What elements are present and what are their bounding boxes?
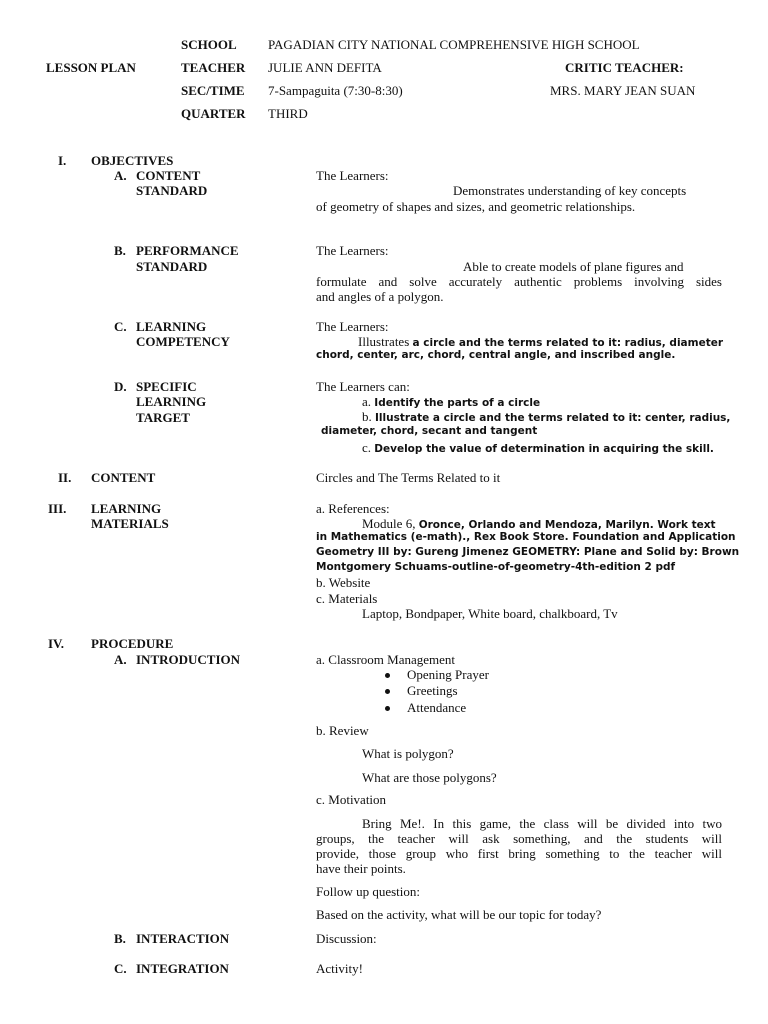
list-item [407, 700, 466, 716]
target-b-text-2: diameter, chord, secant and tangent [321, 425, 538, 437]
target-c-text: Develop the value of determination in acquiring the skill. [374, 443, 714, 455]
item-letter: B. [114, 931, 126, 946]
section-numeral: II. [58, 470, 72, 485]
content-standard-heading: CONTENT [136, 168, 201, 183]
integration-heading: INTEGRATION [136, 961, 229, 976]
target-b-text: Illustrate a circle and the terms related to it: center, radius, [375, 412, 731, 424]
interaction-value: Discussion: [316, 931, 377, 946]
bullet-text: Greetings [407, 683, 458, 698]
item-letter: A. [114, 652, 127, 667]
performance-standard-heading-2: STANDARD [136, 259, 208, 274]
motivation-text: Bring Me!. In this game, the class will be divided into two [362, 816, 722, 831]
learning-competency-heading-2: COMPETENCY [136, 334, 230, 349]
reference-line-2: in Mathematics (e-math)., Rex Book Store. Foundation and Application [316, 531, 736, 543]
references-label: a. References: [316, 501, 390, 516]
learning-competency-verb: Illustrates [358, 334, 410, 349]
target-a-text: Identify the parts of a circle [374, 397, 541, 409]
lesson-plan-title: LESSON PLAN [46, 60, 136, 75]
performance-standard-heading: PERFORMANCE [136, 243, 239, 258]
target-c [362, 440, 714, 458]
teacher-value: JULIE ANN DEFITA [268, 60, 382, 75]
materials-value: Laptop, Bondpaper, White board, chalkboard, Tv [362, 606, 618, 621]
website-label: b. Website [316, 575, 371, 590]
item-letter: C. [114, 961, 127, 976]
learners-intro: The Learners: [316, 243, 389, 258]
item-letter: B. [114, 243, 126, 258]
school-label: SCHOOL [181, 37, 237, 52]
target-c-letter: c. [362, 440, 372, 455]
content-value: Circles and The Terms Related to it [316, 470, 501, 485]
learning-materials-heading: LEARNING [91, 501, 162, 516]
learners-can-intro: The Learners can: [316, 379, 410, 394]
content-standard-text-2: of geometry of shapes and sizes, and geometric relationships. [316, 199, 636, 214]
target-b-letter: b. [362, 409, 372, 424]
review-question: What is polygon? [362, 746, 454, 761]
list-item [407, 683, 458, 699]
list-item [407, 667, 489, 683]
integration-value: Activity! [316, 961, 363, 976]
item-letter: D. [114, 379, 127, 394]
critic-teacher-value: MRS. MARY JEAN SUAN [550, 83, 696, 98]
introduction-heading: INTRODUCTION [136, 652, 241, 667]
bullet-icon [385, 673, 390, 678]
classroom-management-label: a. Classroom Management [316, 652, 455, 667]
learning-competency-text-bold: a circle and the terms related to it: radius, diameter [412, 337, 724, 349]
quarter-value: THIRD [268, 106, 308, 121]
reference-text: Oronce, Orlando and Mendoza, Marilyn. Work text [418, 519, 716, 531]
teacher-label: TEACHER [181, 60, 246, 75]
procedure-heading: PROCEDURE [91, 636, 174, 651]
follow-up-label: Follow up question: [316, 884, 421, 899]
learners-intro: The Learners: [316, 319, 389, 334]
section-numeral: III. [48, 501, 67, 516]
performance-standard-text-3: and angles of a polygon. [316, 289, 444, 304]
target-a-letter: a. [362, 394, 372, 409]
item-letter: C. [114, 319, 127, 334]
sectime-label: SEC/TIME [181, 83, 245, 98]
motivation-text-4: have their points. [316, 861, 406, 876]
materials-label: c. Materials [316, 591, 378, 606]
bullet-icon [385, 689, 390, 694]
reference-module: Module 6, [362, 516, 416, 531]
content-heading: CONTENT [91, 470, 156, 485]
sectime-value: 7-Sampaguita (7:30-8:30) [268, 83, 403, 98]
learning-competency-text-2: chord, center, arc, chord, central angle, and inscribed angle. [316, 349, 676, 361]
quarter-label: QUARTER [181, 106, 246, 121]
specific-target-heading: SPECIFIC [136, 379, 197, 394]
school-value: PAGADIAN CITY NATIONAL COMPREHENSIVE HIGH SCHOOL [268, 37, 640, 52]
specific-target-heading-3: TARGET [136, 410, 190, 425]
content-standard-heading-2: STANDARD [136, 183, 208, 198]
motivation-text-3: provide, those group who first bring something to the teacher will [316, 846, 722, 861]
specific-target-heading-2: LEARNING [136, 394, 207, 409]
bullet-text: Opening Prayer [407, 667, 489, 682]
reference-line-3: Geometry III by: Gureng Jimenez GEOMETRY: Plane and Solid by: Brown [316, 546, 740, 558]
section-numeral: IV. [48, 636, 65, 651]
learning-competency-heading: LEARNING [136, 319, 207, 334]
motivation-text-2: groups, the teacher will ask something, and the students will [316, 831, 722, 846]
critic-teacher-label: CRITIC TEACHER: [565, 60, 684, 75]
learning-materials-heading-2: MATERIALS [91, 516, 169, 531]
motivation-label: c. Motivation [316, 792, 387, 807]
learners-intro: The Learners: [316, 168, 389, 183]
bullet-icon [385, 706, 390, 711]
bullet-text: Attendance [407, 700, 467, 715]
item-letter: A. [114, 168, 127, 183]
review-question-2: What are those polygons? [362, 770, 497, 785]
follow-up-question: Based on the activity, what will be our topic for today? [316, 907, 602, 922]
interaction-heading: INTERACTION [136, 931, 230, 946]
performance-standard-text-2: formulate and solve accurately authentic problems involving sides [316, 274, 722, 289]
reference-line-4: Montgomery Schuams-outline-of-geometry-4th-edition 2 pdf [316, 561, 676, 573]
objectives-heading: OBJECTIVES [91, 153, 174, 168]
performance-standard-text: Able to create models of plane figures and [463, 259, 684, 274]
content-standard-text: Demonstrates understanding of key concepts [453, 183, 687, 198]
review-label: b. Review [316, 723, 369, 738]
section-numeral: I. [58, 153, 67, 168]
